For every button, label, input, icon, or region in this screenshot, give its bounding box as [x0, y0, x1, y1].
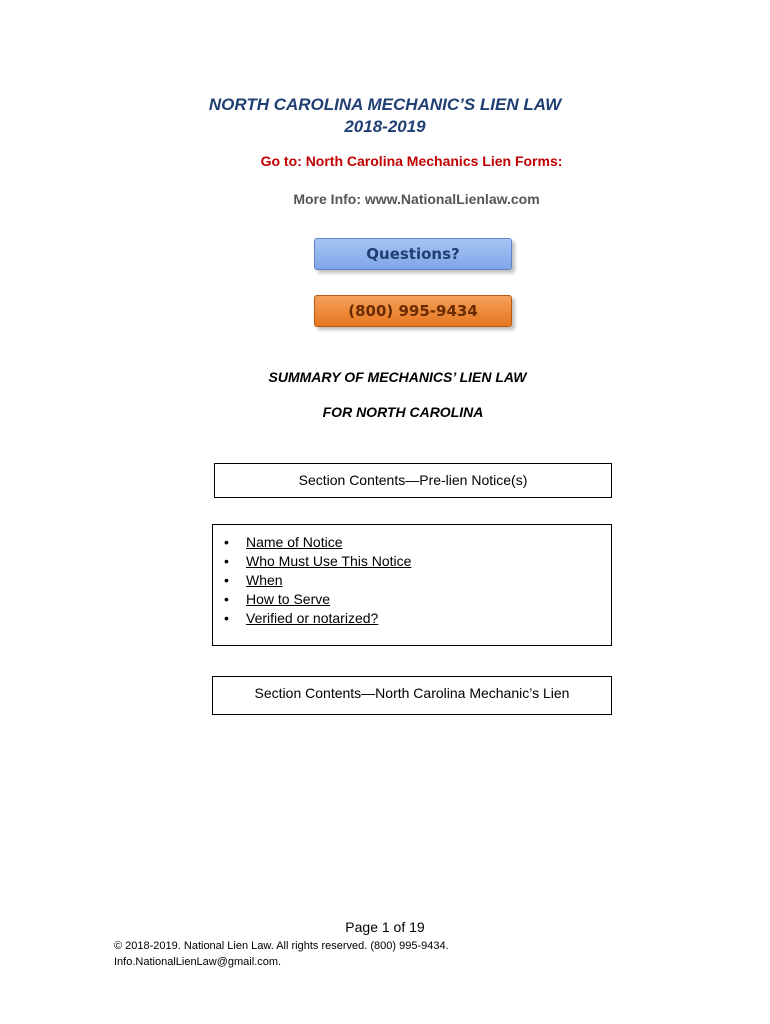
- lien-section-heading-box: [212, 676, 612, 715]
- toc-link-when[interactable]: When: [246, 572, 283, 588]
- summary-heading: SUMMARY OF MECHANICS’ LIEN LAW: [268, 369, 527, 385]
- bullet-icon: •: [224, 553, 229, 569]
- list-item: [213, 571, 611, 590]
- prelien-contents-list-box: [212, 524, 612, 646]
- list-item: [213, 552, 611, 571]
- goto-forms-link[interactable]: Go to: North Carolina Mechanics Lien Forms:: [260, 153, 563, 169]
- document-title: NORTH CAROLINA MECHANIC’S LIEN LAW: [208, 95, 562, 114]
- footer: [114, 938, 449, 970]
- bullet-icon: •: [224, 591, 229, 607]
- toc-link-verified-or-notarized[interactable]: Verified or notarized?: [246, 610, 379, 626]
- document-year: 2018-2019: [344, 117, 426, 136]
- footer-copyright: © 2018-2019. National Lien Law. All rights reserved. (800) 995-9434.: [114, 940, 449, 952]
- phone-button[interactable]: (800) 995-9434: [314, 295, 512, 327]
- prelien-section-heading-box: [214, 463, 612, 498]
- list-item: [213, 533, 611, 552]
- bullet-icon: •: [224, 572, 229, 588]
- bullet-icon: •: [224, 534, 229, 550]
- toc-link-who-must-use[interactable]: Who Must Use This Notice: [246, 553, 412, 569]
- page-number: Page 1 of 19: [345, 919, 425, 935]
- questions-button[interactable]: Questions?: [314, 238, 512, 270]
- footer-email: Info.NationalLienLaw@gmail.com.: [114, 956, 282, 968]
- prelien-contents-list: [213, 533, 611, 628]
- toc-link-how-to-serve[interactable]: How to Serve: [246, 591, 331, 607]
- bullet-icon: •: [224, 610, 229, 626]
- prelien-section-heading: Section Contents—Pre-lien Notice(s): [298, 472, 528, 488]
- list-item: [213, 609, 611, 628]
- toc-link-name-of-notice[interactable]: Name of Notice: [246, 534, 343, 550]
- lien-section-heading: Section Contents—North Carolina Mechanic’s Lien: [254, 685, 570, 701]
- summary-subheading: FOR NORTH CAROLINA: [322, 404, 484, 420]
- list-item: [213, 590, 611, 609]
- more-info-link[interactable]: More Info: www.NationalLienlaw.com: [293, 191, 540, 207]
